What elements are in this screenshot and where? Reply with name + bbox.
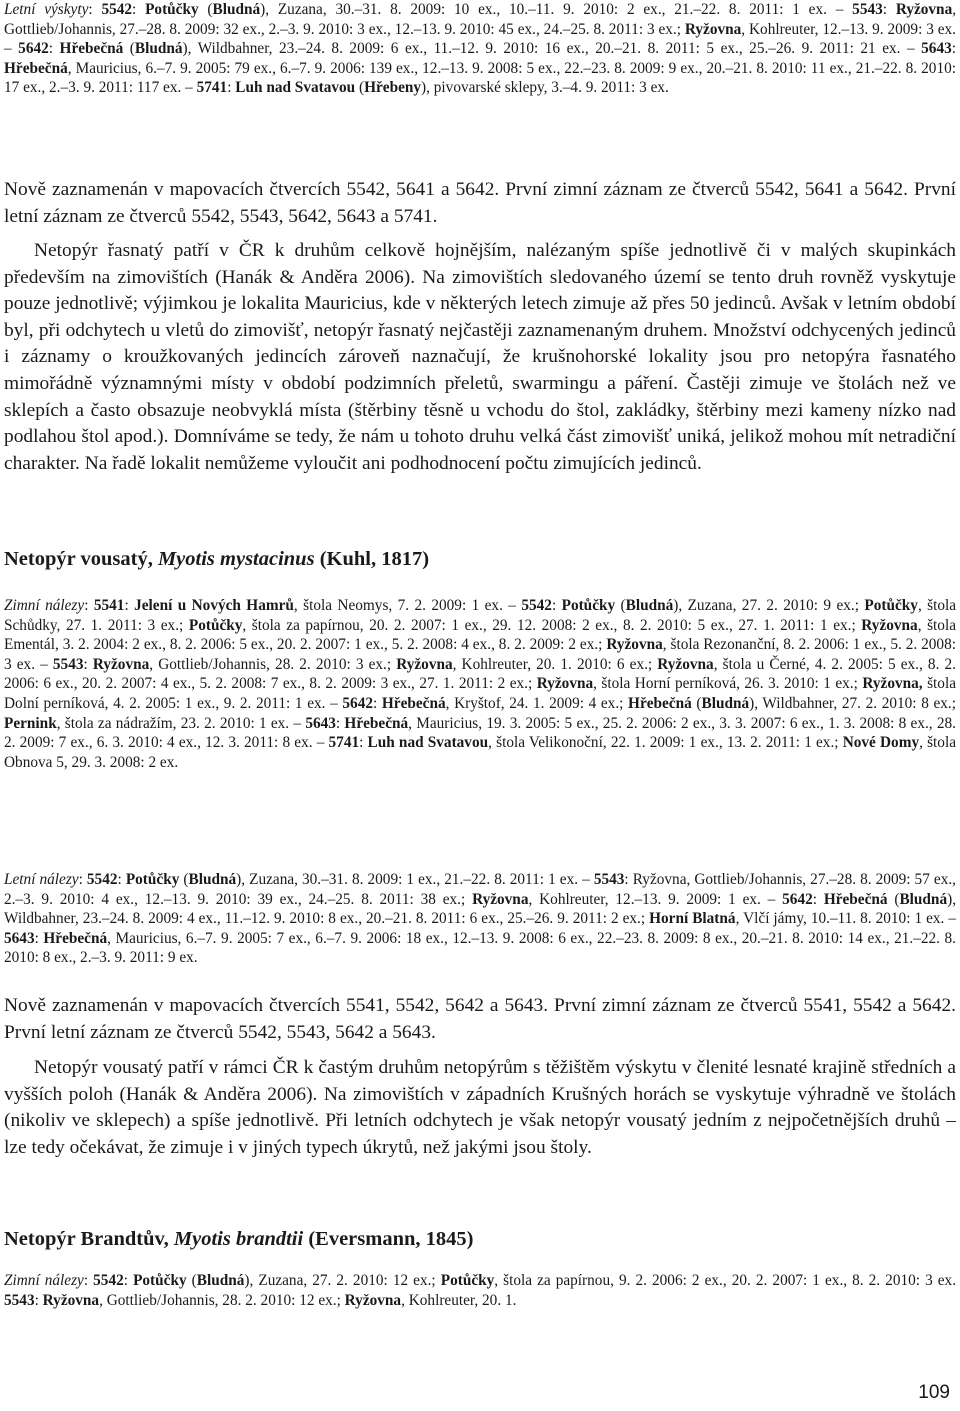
record-text: (: [615, 597, 626, 614]
record-text: (: [186, 1272, 197, 1289]
summer-records-block: [4, 870, 956, 968]
record-text: , štola u Černé, 4. 2. 2005: 5 ex., 8. 2. 2006: 6 ex., 20. 2. 2007: 4 ex., 5. 2. 2008: 7 ex., 8. 2. 2009: 3 ex., 27. 1. 2011: 2 ex.;: [4, 655, 956, 693]
record-text: (: [179, 871, 189, 888]
winter-records-block: [4, 596, 956, 772]
locality-name: Potůčky: [133, 1272, 187, 1289]
locality-name: 5643: [921, 40, 952, 58]
record-text: , štola Neomys, 7. 2. 2009: 1 ex. –: [293, 597, 522, 614]
locality-name: Bludná: [212, 1, 261, 18]
record-text: (: [691, 694, 702, 712]
locality-name: 5543: [4, 1291, 35, 1309]
locality-name: Nové Domy: [842, 734, 920, 752]
record-text: :: [117, 871, 126, 888]
locality-name: 5542: [93, 1272, 124, 1289]
species-discussion-paragraph: Netopýr řasnatý patří v ČR k druhům celkově hojnějším, nalézaným spíše jednotlivě či v malých skupinkách především na zimovištích (Hanák & Anděra 2006). Na zimovištích sledovaného území se tento druh rovněž vyskytuje pouze jednotlivě; výjimkou je lokalita Mauricius, kde v některých letech zimuje až přes 50 jedinců. Avšak v letním období byl, při odchytech u vletů do zimovišť, netopýr řasnatý nejčastěji zaznamenaným druhem. Množství odchycených jedinců i záznamy o kroužkovaných jedincích zároveň naznačují, že krušnohorské lokality jsou pro netopýra řasnatého mimořádně významnými místy v období podzimních přeletů, swarmingu a páření. Častěji zimuje ve štolách než ve sklepích a často obsazuje neobvyklá místa (štěrbiny těsně u vchodu do štol, zakládky, štěrbiny mezi kameny nízko nad podlahou štol apod.). Domníváme se tedy, že nám u tohoto druhu velká část zimovišť uniká, jelikož mohou mít netradiční charakter. Na řadě lokalit nemůžeme vyloučit ani podhodnocení počtu zimujících jedinců.: [4, 240, 956, 474]
heading-author: (Kuhl, 1817): [314, 548, 430, 570]
record-text: (: [887, 890, 900, 908]
locality-name: Ryžovna: [92, 655, 150, 673]
locality-name: Ryžovna: [344, 1291, 402, 1309]
locality-name: Ryžovna: [606, 636, 663, 654]
locality-name: Ryžovna: [42, 1291, 100, 1309]
locality-name: Pernink: [4, 714, 57, 732]
record-text: , štola za nádražím, 23. 2. 2010: 1 ex. –: [56, 714, 306, 732]
record-text: , štola Schůdky, 27. 1. 2011: 3 ex.;: [4, 597, 957, 634]
locality-name: 5642: [782, 890, 813, 908]
locality-name: Potůčky: [188, 616, 243, 634]
locality-name: Ryžovna,: [862, 675, 923, 693]
record-text: :: [812, 890, 824, 908]
locality-name: Luh nad Svatavou: [235, 79, 356, 97]
heading-latin-name: Myotis mystacinus: [157, 548, 315, 570]
record-text: ), Zuzana, 30.–31. 8. 2009: 10 ex., 10.–11. 9. 2010: 2 ex., 21.–22. 8. 2011: 1 ex. –: [260, 1, 853, 18]
locality-name: Bludná: [196, 1272, 245, 1289]
locality-name: Potůčky: [145, 1, 199, 18]
locality-name: Jelení u Nových Hamrů: [134, 597, 294, 614]
locality-name: 5642: [342, 694, 373, 712]
locality-name: Bludná: [701, 694, 750, 712]
winter-records-block: [4, 1271, 956, 1310]
heading-common-name: Netopýr vousatý,: [4, 548, 158, 570]
locality-name: Ryžovna: [861, 616, 918, 634]
species-heading-mystacinus: [4, 548, 956, 571]
record-text: , štola Rezonanční, 8. 2. 2006: 1 ex., 5. 2. 2008: 3 ex. –: [4, 636, 956, 673]
locality-name: Bludná: [134, 40, 183, 58]
record-text: , Gottlieb/Johannis, 28. 2. 2010: 12 ex.;: [99, 1291, 345, 1309]
record-type-label: Zimní nálezy: [4, 597, 85, 614]
locality-name: Hřebečná: [628, 694, 692, 712]
locality-name: Potůčky: [561, 597, 616, 614]
record-text: :: [372, 694, 382, 712]
record-text: : Ryžovna, Gottlieb/Johannis, 27.–28. 8. 2009: 57 ex., 2.–3. 9. 2010: 4 ex., 12.–13. 9. 2010: 39 ex., 24.–25. 8. 2011: 38 ex.;: [4, 871, 956, 908]
record-text: , Kohlreuter, 20. 1. 2010: 6 ex.;: [452, 655, 658, 673]
locality-name: 5543: [852, 1, 883, 18]
record-text: , Vlčí jámy, 10.–11. 8. 2010: 1 ex. –: [735, 910, 956, 928]
page-number: 109: [918, 1382, 950, 1403]
locality-name: 5543: [593, 871, 625, 888]
locality-name: Potůčky: [864, 597, 918, 614]
locality-name: 5643: [305, 714, 336, 732]
locality-name: Ryžovna: [472, 890, 529, 908]
record-type-label: Zimní nálezy: [4, 1272, 84, 1289]
record-text: ), Wildbahner, 23.–24. 8. 2009: 4 ex., 11.–12. 9. 2010: 8 ex., 20.–21. 8. 2011: 6 ex., 25.–26. 9. 2011: 2 ex.;: [4, 890, 957, 928]
locality-name: Horní Blatná: [649, 910, 736, 928]
locality-name: 5642: [18, 40, 49, 58]
new-records-paragraph: Nově zaznamenán v mapovacích čtvercích 5541, 5542, 5642 a 5643. První zimní záznam ze čtverců 5541, 5542 a 5642. První letní záznam ze čtverců 5542, 5543, 5642 a 5643.: [4, 995, 956, 1043]
locality-name: Ryžovna: [657, 655, 714, 673]
locality-name: Hřebečná: [381, 694, 446, 712]
locality-name: Bludná: [188, 871, 237, 888]
summer-records-block: [4, 0, 956, 98]
record-text: (: [355, 79, 365, 97]
locality-name: Luh nad Svatavou: [367, 734, 489, 752]
record-type-label: Letní výskyty: [4, 1, 89, 18]
record-text: , štola Horní perníková, 26. 3. 2010: 1 ex.;: [593, 675, 863, 693]
record-text: , štola za papírnou, 20. 2. 2007: 1 ex., 29. 12. 2008: 2 ex., 8. 2. 2010: 5 ex., 27. 1. 2011: 1 ex.;: [242, 616, 862, 634]
locality-name: 5741: [196, 79, 228, 97]
heading-latin-name: Myotis brandtii: [173, 1228, 304, 1250]
record-text: , štola Obnova 5, 29. 3. 2008: 2 ex.: [4, 734, 956, 771]
record-text: ), pivovarské sklepy, 3.–4. 9. 2011: 3 ex.: [421, 79, 669, 97]
record-text: , štola Ementál, 3. 2. 2004: 2 ex., 8. 2. 2006: 5 ex., 20. 2. 2007: 1 ex., 5. 2. 2008: 4 ex., 8. 2. 2009: 2 ex.;: [4, 616, 956, 654]
record-text: , Mauricius, 6.–7. 9. 2005: 7 ex., 6.–7. 9. 2006: 18 ex., 12.–13. 9. 2008: 6 ex., 22.–23. 8. 2009: 8 ex., 20.–21. 8. 2010: 14 ex., 21.–22. 8. 2010: 8 ex., 2.–3. 9. 2011: 9 ex.: [4, 929, 957, 967]
record-text: ), Wildbahner, 23.–24. 8. 2009: 6 ex., 11.–12. 9. 2010: 16 ex., 20.–21. 8. 2011: 5 ex., 25.–26. 9. 2011: 21 ex. –: [182, 40, 922, 58]
record-text: :: [124, 597, 135, 614]
species-heading-brandtii: [4, 1228, 956, 1251]
locality-name: Hřebeny: [364, 79, 422, 97]
record-text: , Mauricius, 19. 3. 2005: 5 ex., 25. 2. 2006: 2 ex., 3. 3. 2007: 6 ex., 1. 3. 2008: 8 ex., 28. 2. 2009: 7 ex., 6. 3. 2010: 4 ex., 12. 3. 2011: 8 ex. –: [4, 714, 957, 752]
record-text: :: [882, 1, 896, 18]
record-text: , Kohlreuter, 12.–13. 9. 2009: 3 ex. –: [4, 20, 956, 58]
record-text: ), Zuzana, 27. 2. 2010: 12 ex.;: [244, 1272, 441, 1289]
record-text: ), Zuzana, 27. 2. 2010: 9 ex.;: [673, 597, 865, 614]
record-text: :: [84, 597, 94, 614]
locality-name: Ryžovna: [684, 20, 742, 38]
record-text: :: [123, 1272, 134, 1289]
record-text: :: [335, 714, 345, 732]
record-text: štola Dolní perníková, 4. 2. 2005: 1 ex., 9. 2. 2011: 1 ex. –: [4, 675, 956, 712]
heading-common-name: Netopýr Brandtův,: [4, 1228, 174, 1250]
record-text: :: [34, 1291, 43, 1309]
locality-name: Hřebečná: [823, 890, 888, 908]
locality-name: 5542: [101, 1, 133, 18]
record-text: :: [359, 734, 368, 752]
record-text: , Kohlreuter, 20. 1.: [401, 1291, 517, 1309]
record-text: , Kryštof, 24. 1. 2009: 4 ex.;: [445, 694, 629, 712]
locality-name: Ryžovna: [536, 675, 594, 693]
record-text: :: [951, 40, 956, 58]
record-text: , Kohlreuter, 12.–13. 9. 2009: 1 ex. –: [528, 890, 783, 908]
record-text: (: [123, 40, 135, 58]
locality-name: Ryžovna: [895, 1, 953, 18]
record-text: :: [48, 40, 60, 58]
locality-name: Potůčky: [440, 1272, 495, 1289]
record-text: ), Zuzana, 30.–31. 8. 2009: 1 ex., 21.–22. 8. 2011: 1 ex. –: [236, 871, 594, 888]
locality-name: Bludná: [899, 890, 948, 908]
locality-name: 5542: [521, 597, 552, 614]
species-discussion-paragraph: Netopýr vousatý patří v rámci ČR k častým druhům netopýrům s těžištěm výskytu v členité lesnaté krajině středních a vyšších poloh (Hanák & Anděra 2006). Na zimovištích v západních Krušných horách se vyskytuje výhradně ve štolách (nikoliv ve sklepech) a spíše jednotlivě. Při letních odchytech je však netopýr vousatý jedním z nejpočetnějších druhů – lze tedy očekávat, že zimuje i v jiných typech úkrytů, než jakými jsou štoly.: [4, 1057, 956, 1158]
locality-name: Hřebečná: [344, 714, 409, 732]
locality-name: 5542: [86, 871, 118, 888]
locality-name: Hřebečná: [43, 929, 108, 947]
locality-name: 5541: [93, 597, 125, 614]
locality-name: Ryžovna: [396, 655, 453, 673]
locality-name: Hřebečná: [59, 40, 124, 58]
record-text: :: [34, 929, 44, 947]
record-text: :: [551, 597, 562, 614]
record-type-label: Letní nálezy: [4, 871, 79, 888]
record-text: :: [132, 1, 146, 18]
record-text: , Gottlieb/Johannis, 28. 2. 2010: 3 ex.;: [149, 655, 397, 673]
record-text: , Mauricius, 6.–7. 9. 2005: 79 ex., 6.–7. 9. 2006: 139 ex., 12.–13. 9. 2008: 5 ex., 22.–23. 8. 2009: 9 ex., 20.–21. 8. 2010: 11 ex., 21.–22. 8. 2010: 17 ex., 2.–3. 9. 2011: 117 ex. –: [4, 59, 956, 97]
record-text: , štola za papírnou, 9. 2. 2006: 2 ex., 20. 2. 2007: 1 ex., 8. 2. 2010: 3 ex.: [494, 1272, 957, 1289]
new-records-paragraph: Nově zaznamenán v mapovacích čtvercích 5542, 5641 a 5642. První zimní záznam ze čtverců 5542, 5641 a 5642. První letní záznam ze čtverců 5542, 5543, 5642, 5643 a 5741.: [4, 179, 956, 227]
record-text: :: [78, 871, 87, 888]
locality-name: Potůčky: [125, 871, 180, 888]
record-text: (: [198, 1, 213, 18]
record-text: :: [83, 655, 93, 673]
record-text: , Gottlieb/Johannis, 27.–28. 8. 2009: 32 ex., 2.–3. 9. 2010: 3 ex., 12.–13. 9. 2010: 45 ex., 24.–25. 8. 2011: 3 ex.;: [4, 1, 957, 38]
record-text: :: [227, 79, 236, 97]
record-text: :: [88, 1, 102, 18]
locality-name: Bludná: [625, 597, 674, 614]
locality-name: 5643: [4, 929, 35, 947]
record-text: ), Wildbahner, 27. 2. 2010: 8 ex.;: [749, 694, 956, 712]
locality-name: 5543: [52, 655, 84, 673]
record-text: :: [83, 1272, 94, 1289]
locality-name: 5741: [328, 734, 360, 752]
locality-name: Hřebečná: [4, 59, 68, 77]
heading-author: (Eversmann, 1845): [303, 1228, 474, 1250]
record-text: , štola Velikonoční, 22. 1. 2009: 1 ex., 13. 2. 2011: 1 ex.;: [488, 734, 843, 752]
